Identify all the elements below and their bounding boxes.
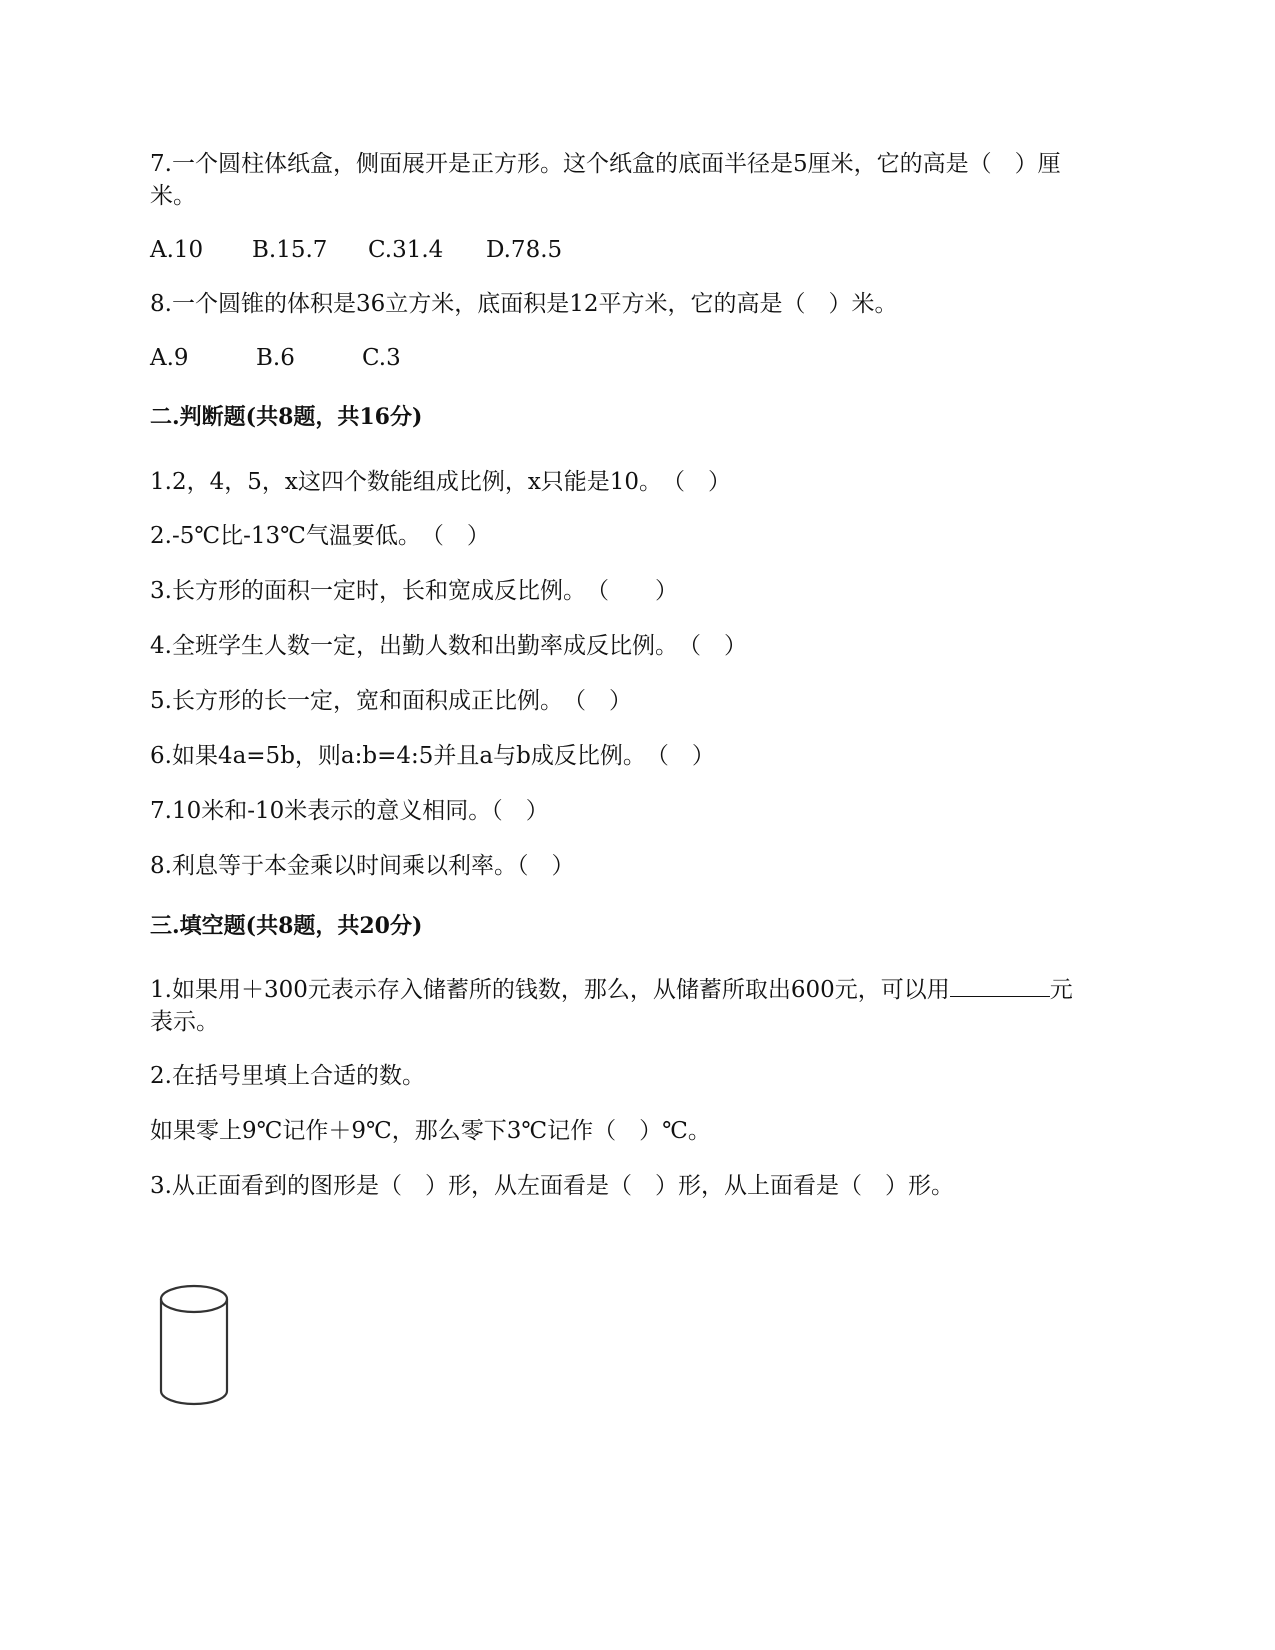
judge-item-3: 3.长方形的面积一定时，长和宽成反比例。 （ ） (150, 578, 678, 604)
q7-line1: 7.一个圆柱体纸盒，侧面展开是正方形。这个纸盒的底面半径是5厘米，它的高是（ ）厘 (150, 151, 1061, 177)
q7-options (150, 234, 562, 266)
q8-text: 8.一个圆锥的体积是36立方米，底面积是12平方米，它的高是（ ）米。 (150, 291, 898, 317)
fill-q3-text: 3.从正面看到的图形是（ ）形，从左面看是（ ）形，从上面看是（ ）形。 (150, 1173, 954, 1199)
judge-item-5: 5.长方形的长一定，宽和面积成正比例。 （ ） (150, 688, 632, 714)
fill-q1-text-before: 1.如果用＋300元表示存入储蓄所的钱数，那么，从储蓄所取出600元，可以用 (150, 977, 950, 1003)
judge-item-8: 8.利息等于本金乘以时间乘以利率。（ ） (150, 853, 575, 879)
q8-option-b: B.6 (256, 345, 295, 371)
judge-item-1: 1.2，4，5，x这四个数能组成比例，x只能是10。 （ ） (150, 469, 732, 495)
q8-option-c: C.3 (362, 345, 401, 371)
fill-q2-line2: 如果零上9℃记作＋9℃，那么零下3℃记作（ ）℃。 (150, 1118, 711, 1144)
fill-q1-text-after: 元 (1049, 977, 1073, 1003)
cylinder-figure (158, 1283, 234, 1411)
fill-q2-line1: 2.在括号里填上合适的数。 (150, 1063, 425, 1089)
q8-options (150, 342, 401, 374)
judge-item-7: 7.10米和-10米表示的意义相同。（ ） (150, 798, 549, 824)
judge-item-2: 2.-5℃比-13℃气温要低。 （ ） (150, 523, 490, 549)
q7-option-b: B.15.7 (252, 237, 328, 263)
q7-line2: 米。 (150, 183, 196, 209)
section2-title: 二.判断题(共8题，共16分) (150, 404, 423, 430)
q8-option-a: A.9 (150, 345, 189, 371)
judge-item-4: 4.全班学生人数一定，出勤人数和出勤率成反比例。 （ ） (150, 633, 747, 659)
fill-q1-line1 (150, 974, 1073, 1006)
q7-option-a: A.10 (150, 237, 204, 263)
fill-q1-answer-blank[interactable] (950, 974, 1050, 997)
judge-item-6: 6.如果4a=5b，则a:b=4:5并且a与b成反比例。 （ ） (150, 743, 715, 769)
section3-title: 三.填空题(共8题，共20分) (150, 913, 423, 939)
q7-option-d: D.78.5 (486, 237, 563, 263)
q7-option-c: C.31.4 (368, 237, 444, 263)
fill-q1-line2: 表示。 (150, 1009, 219, 1035)
